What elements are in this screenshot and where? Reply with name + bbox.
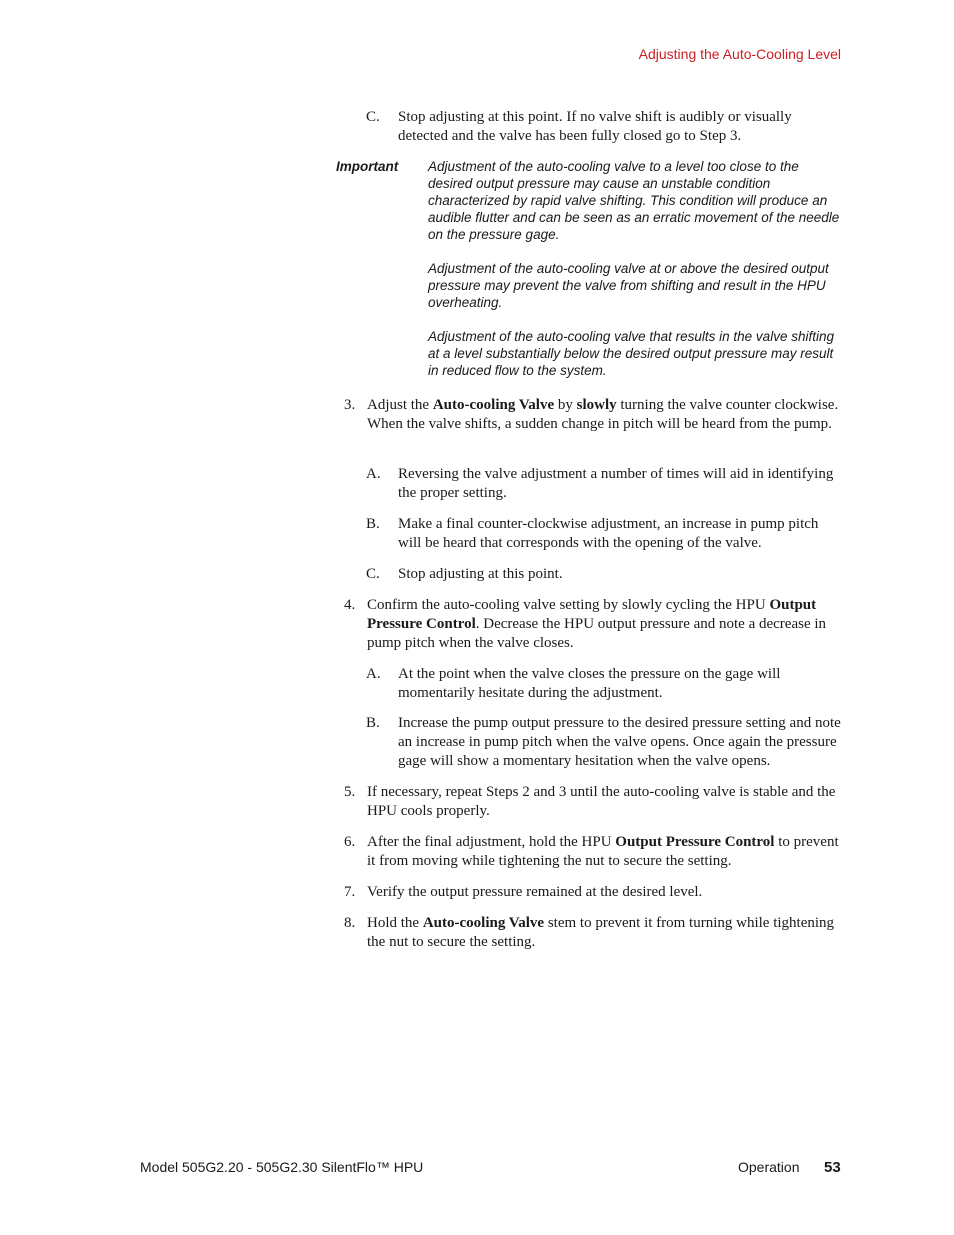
step-text: After the final adjustment, hold the HPU Output Pressure Control to prevent it from moving while tightening the nut to secure the setting.: [367, 834, 839, 869]
substep-letter: B.: [366, 516, 380, 532]
page-number: 53: [824, 1159, 841, 1176]
step-text: Verify the output pressure remained at the desired level.: [367, 884, 703, 900]
substep-4b: [366, 714, 844, 771]
substep-text: Reversing the valve adjustment a number of times will aid in identifying the proper setting.: [398, 466, 834, 501]
step-number: 4.: [344, 597, 356, 613]
substep-4a: [366, 665, 844, 703]
step-number: 3.: [344, 397, 356, 413]
substep-3a: [366, 465, 844, 503]
substep-letter: C.: [366, 109, 380, 125]
substep-letter: B.: [366, 715, 380, 731]
substep-letter: C.: [366, 566, 380, 582]
step-number: 7.: [344, 884, 356, 900]
important-label: Important: [336, 159, 399, 174]
substep-3c: [366, 565, 844, 584]
step-text: If necessary, repeat Steps 2 and 3 until the auto-cooling valve is stable and the HPU cools properly.: [367, 784, 836, 819]
important-paragraph: Adjustment of the auto-cooling valve at or above the desired output pressure may prevent the valve from shifting and result in the HPU overheating.: [428, 261, 829, 310]
step-7: [344, 883, 844, 902]
step-6: [344, 833, 844, 871]
step-text: Adjust the Auto-cooling Valve by slowly turning the valve counter clockwise. When the valve shifts, a sudden change in pitch will be heard from the pump.: [367, 397, 839, 432]
substep-text: Stop adjusting at this point.: [398, 566, 563, 582]
step-text: Confirm the auto-cooling valve setting by slowly cycling the HPU Output Pressure Control. Decrease the HPU output pressure and note a decrease in pump pitch when the valve closes.: [367, 597, 827, 651]
substep-letter: A.: [366, 666, 381, 682]
step-number: 6.: [344, 834, 356, 850]
substep-text: Make a final counter-clockwise adjustment, an increase in pump pitch will be heard that corresponds with the opening of the valve.: [398, 516, 819, 551]
substep-letter: A.: [366, 466, 381, 482]
step-number: 8.: [344, 915, 356, 931]
substep-text: Stop adjusting at this point. If no valve shift is audibly or visually detected and the valve has been fully closed go to Step 3.: [398, 109, 792, 144]
step-5: [344, 783, 844, 821]
step-8: [344, 914, 844, 952]
step-4: [344, 596, 844, 653]
important-paragraph: Adjustment of the auto-cooling valve that results in the valve shifting at a level substantially below the desired output pressure may result in reduced flow to the system.: [428, 329, 834, 378]
substep-text: Increase the pump output pressure to the desired pressure setting and note an increase in pump pitch when the valve opens. Once again the pressure gage will show a momentary hesitation when the valve opens.: [398, 715, 841, 769]
important-paragraph: Adjustment of the auto-cooling valve to a level too close to the desired output pressure may cause an unstable condition characterized by rapid valve shifting. This condition will produce an audible flutter and can be seen as an erratic movement of the needle on the pressure gage.: [428, 159, 840, 242]
step-3: [344, 396, 844, 434]
substep-text: At the point when the valve closes the pressure on the gage will momentarily hesitate during the adjustment.: [398, 666, 781, 701]
footer-section: Operation: [738, 1159, 800, 1175]
substep-3b: [366, 515, 844, 553]
important-note: [336, 158, 844, 379]
footer-model: Model 505G2.20 - 505G2.30 SilentFlo™ HPU: [140, 1159, 424, 1175]
running-header: Adjusting the Auto-Cooling Level: [638, 46, 841, 62]
substep-c-intro: [366, 108, 844, 146]
step-number: 5.: [344, 784, 356, 800]
step-text: Hold the Auto-cooling Valve stem to prevent it from turning while tightening the nut to secure the setting.: [367, 915, 835, 950]
